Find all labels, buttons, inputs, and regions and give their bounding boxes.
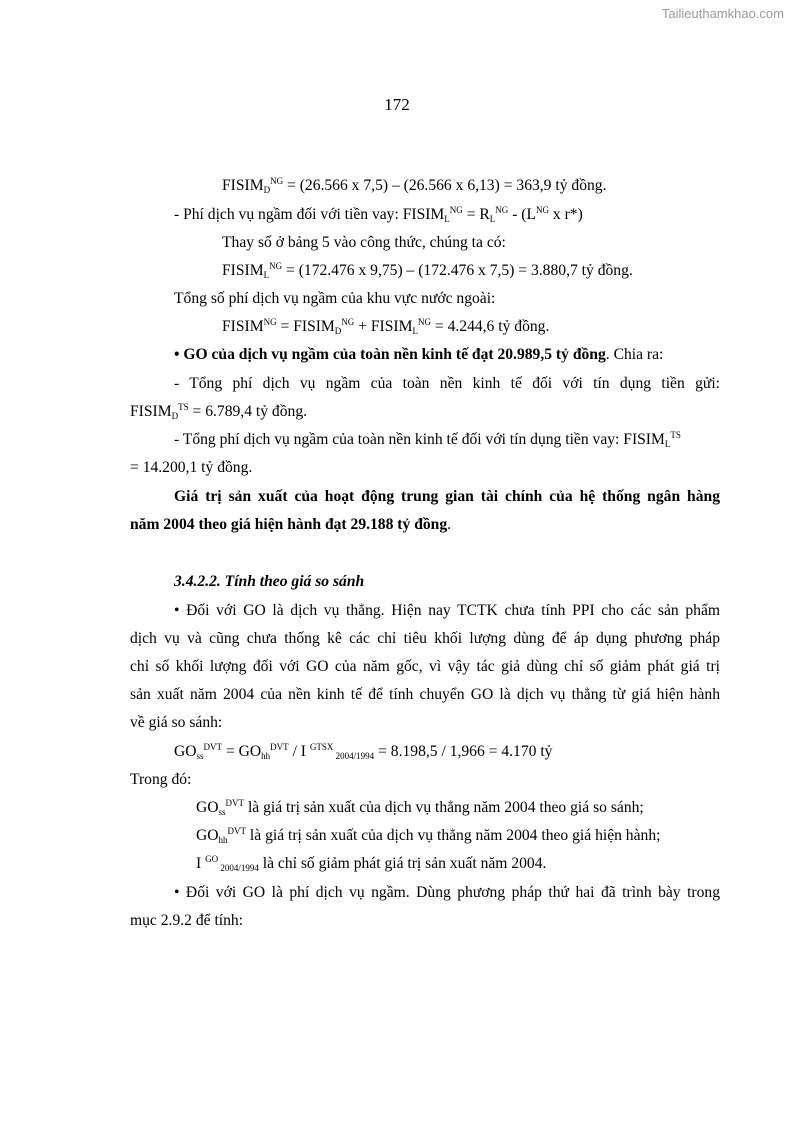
loan-credit-fee-line: - Tổng phí dịch vụ ngầm của toàn nền kinh tế đối với tín dụng tiền vay: $FISIM_L^{TS}$ [174,430,681,449]
direct-services-para-line-4: sản xuất năm 2004 của nền kinh tế để tính chuyển GO là dịch vụ thẳng từ giá hiện hành [130,686,720,703]
where-label: Trong đó: [130,771,192,788]
indirect-services-para-line-2: mục 2.9.2 để tính: [130,912,244,929]
go-indirect-services-line: • GO của dịch vụ ngầm của toàn nền kinh tế đạt 20.989,5 tỷ đồng. Chia ra: [174,346,664,363]
direct-services-para-line-2: dịch vụ và cũng chưa thống kê các chỉ tiêu khối lượng dùng để áp dụng phương pháp [130,630,720,647]
formula-go-ss-dvt: $GO_{ss}^{DVT} = GO_{hh}^{DVT} / I$ $^{GTSX}$ $_{2004/1994}$ = 8.198,5 / 1,966 = 4.170 tỷ [174,742,553,761]
definition-index: I $^{GO}$ $_{2004/1994}$ là chỉ số giảm phát giá trị sản xuất năm 2004. [196,854,547,873]
substitution-note: Thay số ở bảng 5 vào công thức, chúng ta có: [222,234,506,251]
formula-fisim-d-ts: $FISIM_D^{TS} = 6.789,4$ tỷ đồng. [130,402,308,421]
definition-go-ss: $GO_{ss}^{DVT}$ là giá trị sản xuất của dịch vụ thẳng năm 2004 theo giá so sánh; [196,798,644,817]
section-heading: 3.4.2.2. Tính theo giá so sánh [174,573,365,590]
foreign-sector-total-label: Tổng số phí dịch vụ ngầm của khu vực nước ngoài: [174,290,496,307]
watermark: Tailieuthamkhao.com [661,6,784,21]
formula-fisim-ng-total: $FISIM^{NG}$ = $FISIM_D^{NG}$ + $FISIM_L^{NG} = 4.244,6$ tỷ đồng. [222,317,550,336]
deposit-fee-line: - Tổng phí dịch vụ ngầm của toàn nền kinh tế đối với tín dụng tiền gửi: [174,375,720,392]
definition-go-hh: $GO_{hh}^{DVT}$ là giá trị sản xuất của dịch vụ thẳng năm 2004 theo giá hiện hành; [196,826,661,845]
formula-fisim-l-ng: $FISIM_L^{NG} = (172.476$ x 9,75) – (172.476 x 7,5) = 3.880,7 tỷ đồng. [222,261,633,280]
page-number: 172 [384,95,410,114]
loan-fee-line: - Phí dịch vụ ngầm đối với tiền vay: $FISIM_L^{NG} = R_L^{NG} - (L^{NG}$ x r*) [174,205,583,224]
direct-services-para-line-1: • Đối với GO là dịch vụ thẳng. Hiện nay TCTK chưa tính PPI cho các sản phẩm [174,602,720,619]
indirect-services-para-line-1: • Đối với GO là phí dịch vụ ngầm. Dùng phương pháp thứ hai đã trình bày trong [174,884,720,901]
loan-credit-fee-value: = 14.200,1 tỷ đồng. [130,459,253,476]
formula-fisim-d-ng: $FISIM_D^{NG} = (26.566$ x 7,5) – (26.566 x 6,13) = 363,9 tỷ đồng. [222,176,607,195]
direct-services-para-line-5: về giá so sánh: [130,714,223,731]
banking-output-line-2: năm 2004 theo giá hiện hành đạt 29.188 tỷ đồng. [130,516,452,533]
direct-services-para-line-3: chỉ số khối lượng đối với GO của năm gốc, vì vậy tác giả dùng chỉ số giảm phát giá trị [130,658,720,675]
banking-output-line-1: Giá trị sản xuất của hoạt động trung gian tài chính của hệ thống ngân hàng [174,488,720,505]
